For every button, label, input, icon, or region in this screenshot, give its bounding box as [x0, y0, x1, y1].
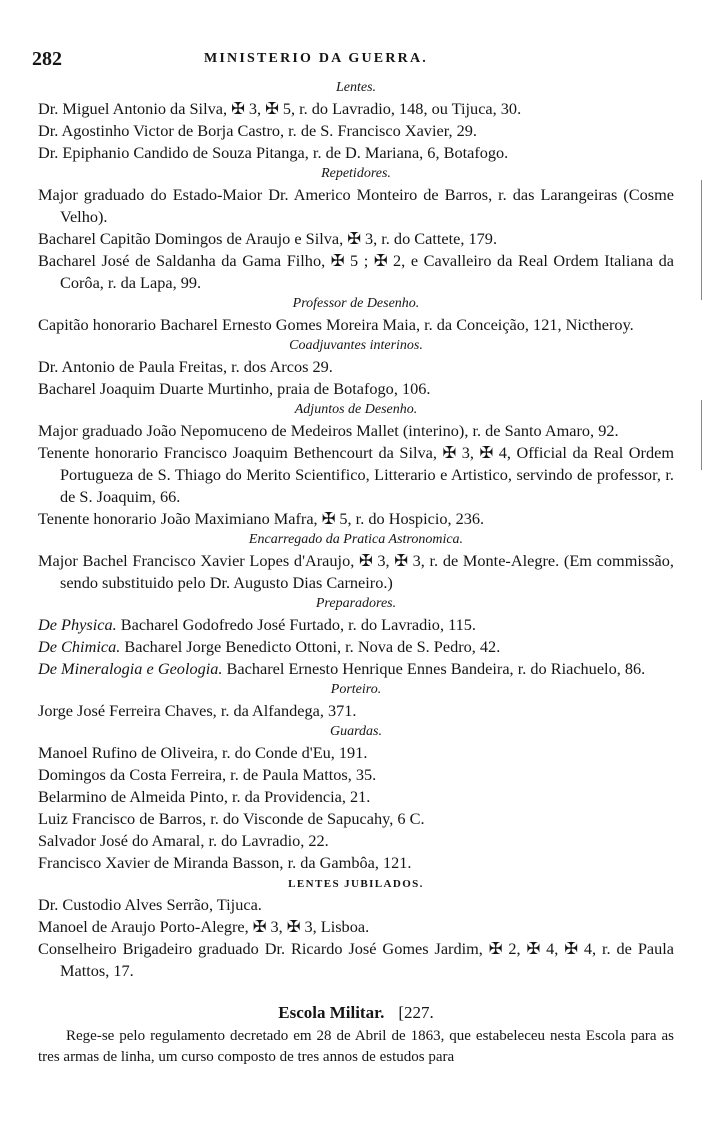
- section-heading: Coadjuvantes interinos.: [289, 338, 423, 353]
- directory-listing: [38, 78, 674, 1068]
- escola-militar-title: [38, 1002, 674, 1024]
- margin-rule: [701, 180, 702, 300]
- section-heading: Adjuntos de Desenho.: [294, 402, 418, 417]
- entry-label: De Mineralogia e Geologia.: [38, 659, 223, 678]
- directory-entry: [38, 938, 674, 982]
- entry-text: Dr. Epiphanio Candido de Souza Pitanga, r. de D. Mariana, 6, Botafogo.: [38, 143, 509, 162]
- directory-entry: [38, 550, 674, 594]
- entry-text: Bacharel Capitão Domingos de Araujo e Silva, ✠ 3, r. do Cattete, 179.: [38, 229, 498, 248]
- entry-text: Domingos da Costa Ferreira, r. de Paula Mattos, 35.: [38, 765, 377, 784]
- directory-entry: [38, 508, 674, 530]
- directory-entry: [38, 658, 674, 680]
- entry-text: Major Bachel Francisco Xavier Lopes d'Araujo, ✠ 3, ✠ 3, r. de Monte-Alegre. (Em commissão, sendo substituido pelo Dr. Augusto Dias Carneiro.): [38, 551, 674, 592]
- entry-text: Bacharel Godofredo José Furtado, r. do Lavradio, 115.: [116, 615, 476, 634]
- entry-text: Dr. Miguel Antonio da Silva, ✠ 3, ✠ 5, r. do Lavradio, 148, ou Tijuca, 30.: [38, 99, 522, 118]
- directory-entry: [38, 614, 674, 636]
- section-heading: Guardas.: [330, 724, 382, 739]
- directory-entry: [38, 120, 674, 142]
- entry-text: Dr. Agostinho Victor de Borja Castro, r. de S. Francisco Xavier, 29.: [38, 121, 477, 140]
- margin-rule: [701, 400, 702, 470]
- escola-title-text: Escola Militar.: [278, 1003, 385, 1022]
- directory-entry: [38, 894, 674, 916]
- entry-text: Manoel Rufino de Oliveira, r. do Conde d'Eu, 191.: [38, 743, 368, 762]
- directory-entry: [38, 250, 674, 294]
- entry-text: Tenente honorario Francisco Joaquim Bethencourt da Silva, ✠ 3, ✠ 4, Official da Real Ordem Portugueza de S. Thiago do Merito Scientifico, Litterario e Artistico, servindo de professor, r. de S. Joaquim, 66.: [38, 443, 674, 506]
- entry-text: Major graduado João Nepomuceno de Medeiros Mallet (interino), r. de Santo Amaro, 92.: [38, 421, 619, 440]
- directory-entry: [38, 786, 674, 808]
- entry-label: De Chimica.: [38, 637, 121, 656]
- page-header: [32, 48, 674, 72]
- page-number: 282: [32, 48, 62, 70]
- directory-entry: [38, 916, 674, 938]
- directory-entry: [38, 420, 674, 442]
- entry-text: Francisco Xavier de Miranda Basson, r. da Gambôa, 121.: [38, 853, 412, 872]
- entry-text: Bacharel José de Saldanha da Gama Filho, ✠ 5 ; ✠ 2, e Cavalleiro da Real Ordem Italiana da Corôa, r. da Lapa, 99.: [38, 251, 674, 292]
- section-heading: Porteiro.: [330, 682, 382, 697]
- entry-text: Jorge José Ferreira Chaves, r. da Alfandega, 371.: [38, 701, 357, 720]
- directory-entry: [38, 700, 674, 722]
- section-heading: Encarregado da Pratica Astronomica.: [248, 532, 464, 547]
- entry-text: Conselheiro Brigadeiro graduado Dr. Ricardo José Gomes Jardim, ✠ 2, ✠ 4, ✠ 4, r. de Paula Mattos, 17.: [38, 939, 674, 980]
- directory-entry: [38, 808, 674, 830]
- directory-entry: [38, 228, 674, 250]
- directory-entry: [38, 852, 674, 874]
- directory-entry: [38, 356, 674, 378]
- entry-text: Dr. Antonio de Paula Freitas, r. dos Arcos 29.: [38, 357, 333, 376]
- entry-text: Bacharel Ernesto Henrique Ennes Bandeira, r. do Riachuelo, 86.: [222, 659, 646, 678]
- directory-entry: [38, 142, 674, 164]
- section-heading: Preparadores.: [315, 596, 397, 611]
- entry-text: Salvador José do Amaral, r. do Lavradio, 22.: [38, 831, 329, 850]
- section-heading: Professor de Desenho.: [292, 296, 420, 311]
- directory-entry: [38, 830, 674, 852]
- directory-entry: [38, 636, 674, 658]
- directory-entry: [38, 378, 674, 400]
- section-heading: Lentes.: [335, 80, 377, 95]
- entry-text: Dr. Custodio Alves Serrão, Tijuca.: [38, 895, 262, 914]
- section-heading: LENTES JUBILADOS.: [288, 878, 424, 890]
- directory-entry: [38, 742, 674, 764]
- entry-text: Tenente honorario João Maximiano Mafra, ✠ 5, r. do Hospicio, 236.: [38, 509, 485, 528]
- directory-entry: [38, 764, 674, 786]
- entry-text: Major graduado do Estado-Maior Dr. Americo Monteiro de Barros, r. das Larangeiras (Cosme Velho).: [38, 185, 674, 226]
- escola-paragraph: Rege-se pelo regulamento decretado em 28 de Abril de 1863, que estabeleceu nesta Escola para as tres armas de linha, um curso composto de tres annos de estudos para: [38, 1028, 674, 1065]
- directory-entry: [38, 314, 674, 336]
- section-heading: Repetidores.: [321, 166, 391, 181]
- escola-reference: [227.: [398, 1003, 434, 1022]
- entry-text: Luiz Francisco de Barros, r. do Visconde de Sapucahy, 6 C.: [38, 809, 425, 828]
- entry-text: Capitão honorario Bacharel Ernesto Gomes Moreira Maia, r. da Conceição, 121, Nictheroy.: [38, 315, 634, 334]
- directory-entry: [38, 98, 674, 120]
- entry-text: Bacharel Joaquim Duarte Murtinho, praia de Botafogo, 106.: [38, 379, 431, 398]
- directory-entry: [38, 442, 674, 508]
- entry-text: Belarmino de Almeida Pinto, r. da Providencia, 21.: [38, 787, 371, 806]
- entry-text: Manoel de Araujo Porto-Alegre, ✠ 3, ✠ 3, Lisboa.: [38, 917, 370, 936]
- directory-entry: [38, 184, 674, 228]
- entry-text: Bacharel Jorge Benedicto Ottoni, r. Nova de S. Pedro, 42.: [120, 637, 501, 656]
- entry-label: De Physica.: [38, 615, 117, 634]
- running-title: MINISTERIO DA GUERRA.: [204, 51, 428, 66]
